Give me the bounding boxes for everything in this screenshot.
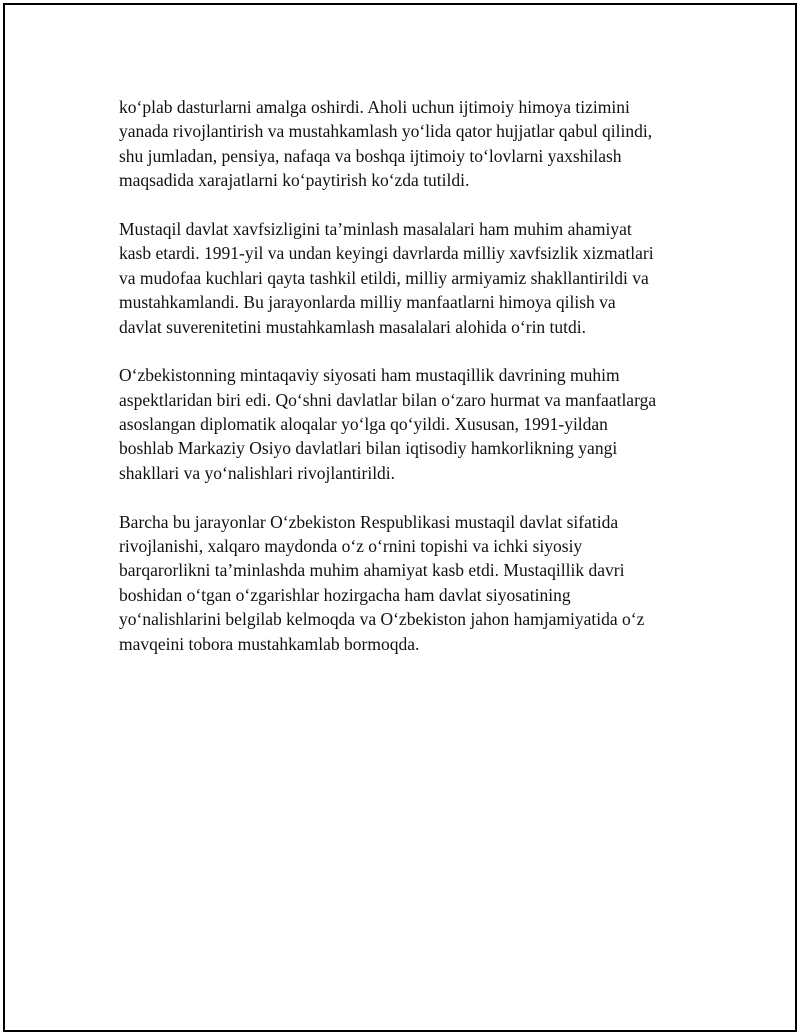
text-line: yo‘nalishlarini belgilab kelmoqda va O‘zbekiston jahon hamjamiyatida o‘z <box>119 609 645 630</box>
text-line: maqsadida xarajatlarni ko‘paytirish ko‘zda tutildi. <box>119 170 470 191</box>
document-body <box>119 95 699 680</box>
paragraph-2 <box>119 217 699 339</box>
text-line: barqarorlikni ta’minlashda muhim ahamiyat kasb etdi. Mustaqillik davri <box>119 560 625 581</box>
text-line: kasb etardi. 1991-yil va undan keyingi davrlarda milliy xavfsizlik xizmatlari <box>119 243 654 264</box>
text-line: davlat suverenitetini mustahkamlash masalalari alohida o‘rin tutdi. <box>119 316 587 337</box>
paragraph-1 <box>119 95 699 193</box>
paragraph-3 <box>119 363 699 485</box>
text-line: Barcha bu jarayonlar O‘zbekiston Respublikasi mustaqil davlat sifatida <box>119 511 619 532</box>
text-line: aspektlaridan biri edi. Qo‘shni davlatlar bilan o‘zaro hurmat va manfaatlarga <box>119 389 657 410</box>
text-line: mavqeini tobora mustahkamlab bormoqda. <box>119 633 420 654</box>
text-line: yanada rivojlantirish va mustahkamlash yo‘lida qator hujjatlar qabul qilindi, <box>119 121 653 142</box>
text-line: mustahkamlandi. Bu jarayonlarda milliy manfaatlarni himoya qilish va <box>119 292 616 313</box>
paragraph-4 <box>119 510 699 656</box>
text-line: shakllari va yo‘nalishlari rivojlantirildi. <box>119 462 396 483</box>
text-line: shu jumladan, pensiya, nafaqa va boshqa ijtimoiy to‘lovlarni yaxshilash <box>119 145 622 166</box>
text-line: rivojlanishi, xalqaro maydonda o‘z o‘rnini topishi va ichki siyosiy <box>119 536 583 557</box>
text-line: Mustaqil davlat xavfsizligini ta’minlash masalalari ham muhim ahamiyat <box>119 218 632 239</box>
text-line: O‘zbekistonning mintaqaviy siyosati ham mustaqillik davrining muhim <box>119 365 620 386</box>
text-line: va mudofaa kuchlari qayta tashkil etildi, milliy armiyamiz shakllantirildi va <box>119 267 649 288</box>
text-line: ko‘plab dasturlarni amalga oshirdi. Aholi uchun ijtimoiy himoya tizimini <box>119 97 630 117</box>
text-line: boshidan o‘tgan o‘zgarishlar hozirgacha ham davlat siyosatining <box>119 584 571 605</box>
text-line: asoslangan diplomatik aloqalar yo‘lga qo‘yildi. Xususan, 1991-yildan <box>119 414 608 435</box>
text-line: boshlab Markaziy Osiyo davlatlari bilan iqtisodiy hamkorlikning yangi <box>119 438 618 459</box>
document-page <box>3 3 797 1032</box>
